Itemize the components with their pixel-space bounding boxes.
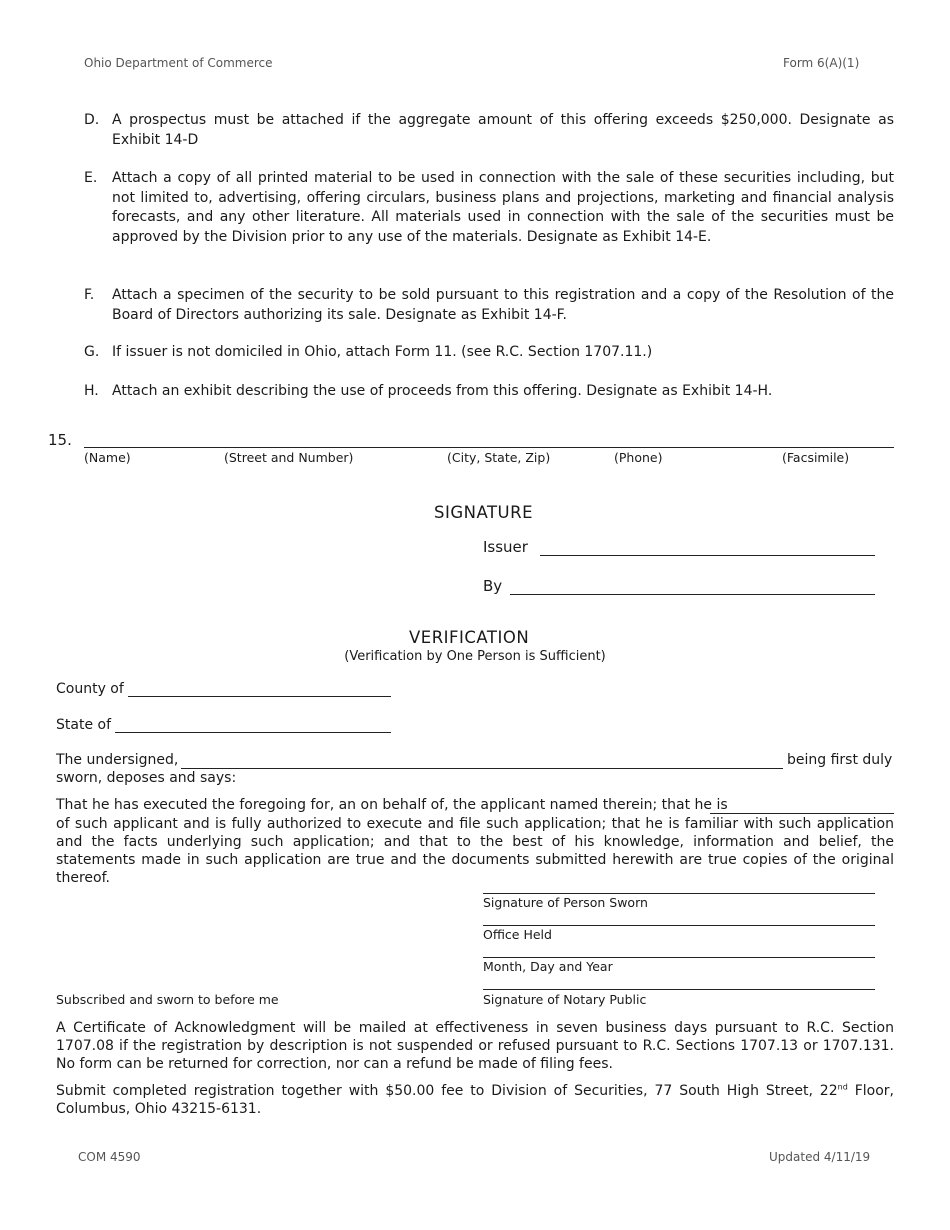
department-name: Ohio Department of Commerce — [84, 56, 273, 70]
person-sworn-label: Signature of Person Sworn — [483, 895, 648, 910]
executed-first-line: That he has executed the foregoing for, an on behalf of, the applicant named therein; that he is — [56, 797, 728, 813]
item-text: Attach a copy of all printed material to be used in connection with the sale of these securities including, but not limited to, advertising, offering circulars, business plans and projections, marketing and financial analysis forecasts, and any other literature. All materials used in connection with the sale of the securities must be approved by the Division prior to any use of the materials. Designate as Exhibit 14-E. — [112, 170, 894, 245]
phone-label: (Phone) — [614, 450, 663, 465]
date-label: Month, Day and Year — [483, 959, 613, 974]
undersigned-name-field[interactable] — [181, 768, 783, 769]
issuer-field[interactable] — [540, 555, 875, 556]
item-d — [84, 111, 894, 151]
item-h — [84, 382, 894, 402]
being-first-duly-text: being first duly — [787, 752, 893, 768]
by-label: By — [483, 577, 503, 595]
state-label: State of — [56, 717, 112, 733]
facsimile-label: (Facsimile) — [782, 450, 850, 465]
section-15-number: 15. — [48, 431, 72, 449]
executed-paragraph: of such applicant and is fully authorized to execute and file such application; that he is familiar with such application and the facts underlying such application; and that to the best of his knowledge, information and belief, the statements made in such application are true and the documents submitted herewith are true copies of the original thereof. — [56, 816, 894, 886]
item-letter: G. — [84, 344, 100, 360]
item-letter: H. — [84, 383, 99, 399]
item-letter: D. — [84, 112, 100, 128]
notary-signature-line[interactable] — [483, 989, 875, 990]
item-text: If issuer is not domiciled in Ohio, attach Form 11. (see R.C. Section 1707.11.) — [112, 344, 653, 360]
item-text: A prospectus must be attached if the aggregate amount of this offering exceeds $250,000. Designate as Exhibit 14-D — [112, 112, 894, 148]
item-letter: E. — [84, 170, 98, 186]
office-held-line[interactable] — [483, 925, 875, 926]
submit-paragraph — [56, 1082, 894, 1118]
notary-label: Signature of Notary Public — [483, 992, 647, 1007]
name-label: (Name) — [84, 450, 131, 465]
state-field[interactable] — [115, 732, 391, 733]
item-text: Attach a specimen of the security to be sold pursuant to this registration and a copy of the Resolution of the Board of Directors authorizing its sale. Designate as Exhibit 14-F. — [112, 287, 894, 323]
issuer-label: Issuer — [483, 538, 528, 556]
submit-text: Submit completed registration together with $50.00 fee to Division of Securities, 77 South High Street, 22 — [56, 1083, 838, 1099]
form-number: Form 6(A)(1) — [783, 56, 860, 70]
item-f — [84, 286, 894, 326]
by-field[interactable] — [510, 594, 875, 595]
county-field[interactable] — [128, 696, 391, 697]
date-line[interactable] — [483, 957, 875, 958]
street-label: (Street and Number) — [224, 450, 354, 465]
verification-heading: VERIFICATION — [409, 628, 530, 647]
item-letter: F. — [84, 287, 95, 303]
submit-text-end: Floor, Columbus, Ohio 43215-6131. — [56, 1083, 894, 1117]
item-g — [84, 343, 894, 363]
updated-date: Updated 4/11/19 — [769, 1150, 871, 1164]
form-code: COM 4590 — [78, 1150, 141, 1164]
sworn-text: sworn, deposes and says: — [56, 770, 237, 786]
signature-heading: SIGNATURE — [434, 503, 534, 522]
undersigned-label: The undersigned, — [56, 752, 179, 768]
contact-info-field[interactable] — [84, 447, 894, 448]
person-sworn-signature-line[interactable] — [483, 893, 875, 894]
county-label: County of — [56, 681, 124, 697]
item-text: Attach an exhibit describing the use of proceeds from this offering. Designate as Exhibit 14-H. — [112, 383, 773, 399]
title-field[interactable] — [710, 813, 894, 814]
city-state-zip-label: (City, State, Zip) — [447, 450, 551, 465]
certificate-paragraph: A Certificate of Acknowledgment will be mailed at effectiveness in seven business days pursuant to R.C. Section 1707.08 if the registration by description is not suspended or refused pursuant to R.C. Sections 1707.13 or 1707.131. No form can be returned for correction, nor can a refund be made of filing fees. — [56, 1020, 894, 1072]
item-e — [84, 169, 894, 269]
ordinal-suffix: nd — [837, 1082, 848, 1092]
office-held-label: Office Held — [483, 927, 552, 942]
subscribed-label: Subscribed and sworn to before me — [56, 992, 279, 1007]
verification-subheading — [0, 649, 950, 664]
verification-subheading-text: (Verification by One Person is Sufficient) — [344, 649, 606, 664]
